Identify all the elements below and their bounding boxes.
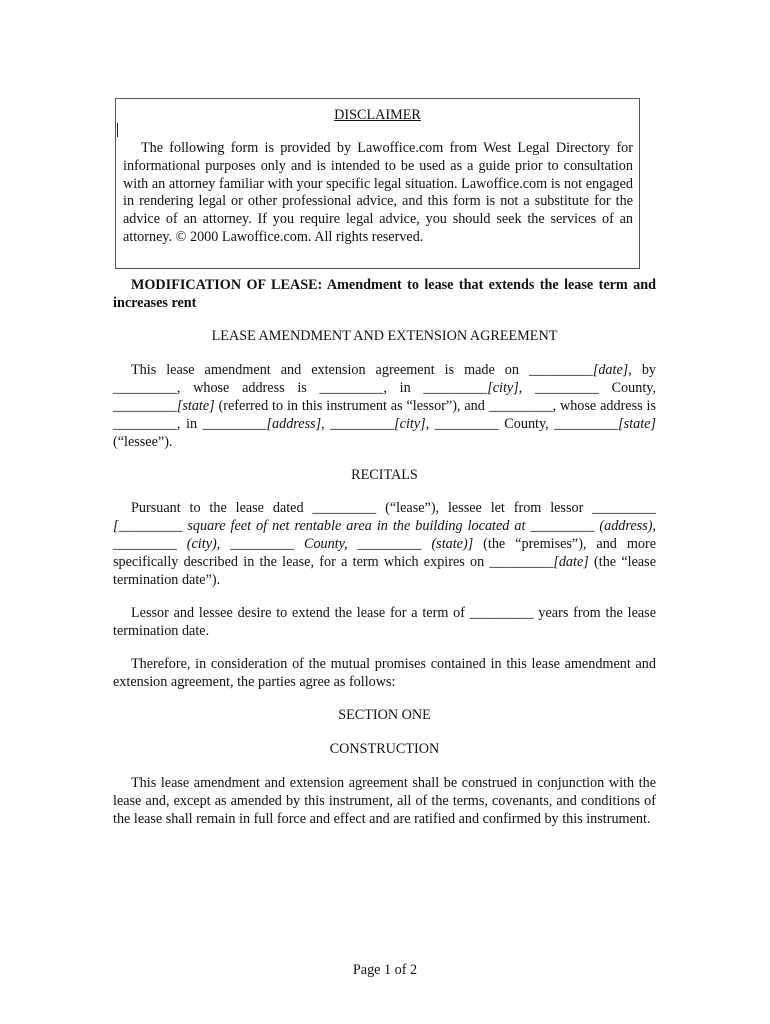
intro-city-placeholder: [city] [487,380,519,396]
intro-address-placeholder: [address] [266,416,322,432]
construction-paragraph: This lease amendment and extension agreement shall be construed in conjunction with the lease and, except as amended by this instrument, all of the terms, covenants, and conditions of the lease shall remain in full force and effect and are ratified and confirmed by this instrument. [113,775,656,827]
disclaimer-text: The following form is provided by Lawoffice.com from West Legal Directory for informational purposes only and is intended to be used as a guide prior to consultation with an attorney familiar with your specific legal situation. Lawoffice.com is not engaged in rendering legal or other professional advice, and this form is not a substitute for the advice of an attorney. If you require legal advice, you should seek the services of an attorney. © 2000 Lawoffice.com. All rights reserved. [123,140,633,245]
intro-state-placeholder: [state] [176,398,215,414]
therefore-paragraph: Therefore, in consideration of the mutual promises contained in this lease amendment and extension agreement, the parties agree as follows: [113,656,656,690]
recitals-premises-placeholder: [_________ square feet of net rentable area in the building located at _________ (address), _________ (city), _________ County, _________ (state)] [113,518,656,552]
recitals-title: RECITALS [351,467,418,483]
construction-heading: CONSTRUCTION [329,741,440,757]
intro-paragraph [113,361,656,451]
recitals-paragraph [113,499,656,589]
intro-text-1: This lease amendment and extension agreement is made on _________ [131,362,593,378]
intro-text-2: , by _________, whose address is _________, in _________ [113,362,657,396]
intro-text-5: , _________ [321,416,395,432]
intro-text-7: (“lessee”). [113,434,173,450]
extend-paragraph: Lessor and lessee desire to extend the lease for a term of _________ years from the lease termination date. [113,605,656,639]
intro-state2-placeholder: [state] [618,416,656,432]
disclaimer-box [115,98,640,269]
intro-date-placeholder: [date] [592,362,629,378]
section-one-heading: SECTION ONE [338,707,431,723]
recitals-text-1: Pursuant to the lease dated _________ (“lease”), lessee let from lessor _________ [131,500,656,516]
disclaimer-title: DISCLAIMER [334,107,421,123]
intro-city2-placeholder: [city] [394,416,426,432]
agreement-title: LEASE AMENDMENT AND EXTENSION AGREEMENT [211,328,558,344]
intro-text-6: , _________ County, _________ [425,416,619,432]
document-heading: MODIFICATION OF LEASE: Amendment to lease that extends the lease term and increases rent [113,277,656,311]
text-cursor-mark [117,123,118,137]
page-number: Page 1 of 2 [352,962,418,978]
recitals-text-2: (the “premises”), and more specifically described in the lease, for a term which expires on _________ [113,536,656,570]
intro-text-3: , _________ County, _________ [113,380,656,414]
recitals-text-3: (the “lease termination date”). [113,554,656,588]
intro-text-4: (referred to in this instrument as “lessor”), and _________, whose address is _________, in _________ [113,398,656,432]
recitals-date-placeholder: [date] [553,554,589,570]
